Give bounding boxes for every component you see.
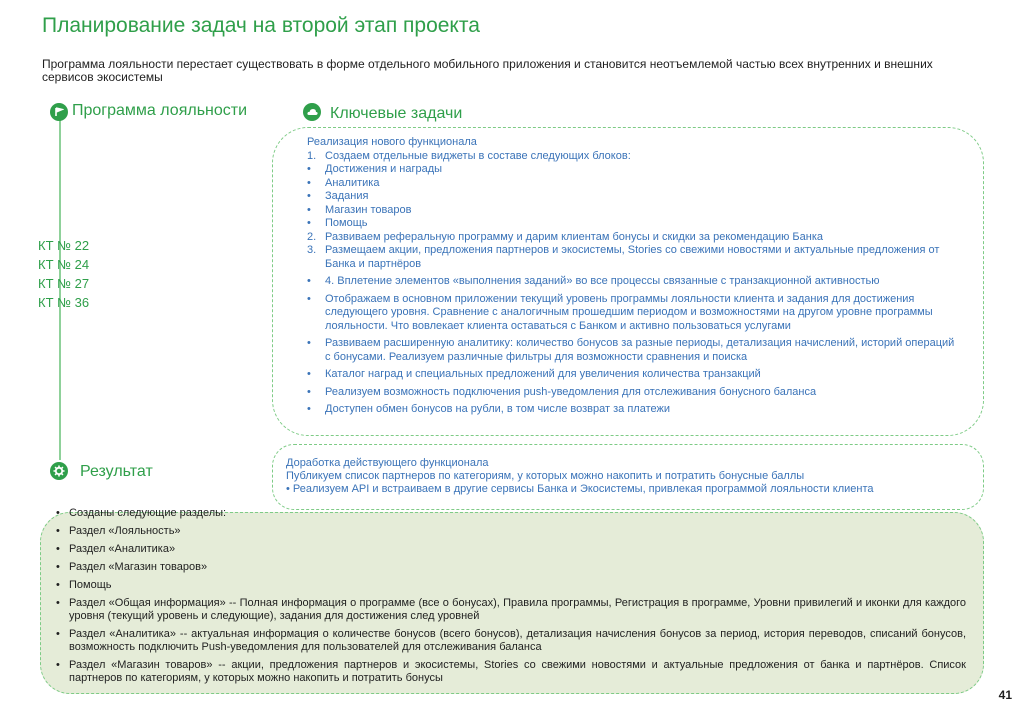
kt-list <box>38 236 89 312</box>
list-item: • Раздел «Аналитика» <box>56 543 176 555</box>
list-item: • Раздел «Лояльность» <box>56 525 181 537</box>
improvements-bullet: • Реализуем API и встраиваем в другие сервисы Банка и Экосистемы, привлекая программой лояльности клиента <box>286 483 874 495</box>
list-item: • Помощь <box>307 217 368 229</box>
tasks-heading: Реализация нового функционала <box>307 136 477 148</box>
list-item: • Доступен обмен бонусов на рубли, в том числе возврат за платежи <box>307 403 670 415</box>
section-tasks-label: Ключевые задачи <box>330 105 463 122</box>
list-item: • Задания <box>307 190 369 202</box>
list-item: • Каталог наград и специальных предложений для увеличения количества транзакций <box>307 368 761 380</box>
page-title: Планирование задач на второй этап проекта <box>42 14 480 37</box>
list-item: • Раздел «Магазин товаров» <box>56 561 208 573</box>
section-loyalty-label: Программа лояльности <box>72 102 248 119</box>
cloud-icon <box>303 103 321 121</box>
list-item: • Аналитика <box>307 176 380 189</box>
kt-item: КТ № 24 <box>38 257 90 272</box>
list-item: • 4. Вплетение элементов «выполнения заданий» во все процессы связанные с транзакционной активностью <box>307 275 880 287</box>
kt-item: КТ № 36 <box>38 295 90 310</box>
list-item: 3. Размещаем акции, предложения партнеров и экосистемы, Stories со свежими новостями и актуальные предложения от Банка и партнёров <box>307 244 940 270</box>
kt-item: КТ № 22 <box>38 238 90 253</box>
tasks-list <box>307 136 957 417</box>
list-item: • Помощь <box>56 579 112 591</box>
list-item: 2. Развиваем реферальную программу и дарим клиентам бонусы и скидки за рекомендацию Банка <box>307 230 823 243</box>
section-result-label: Результат <box>80 463 153 480</box>
kt-item: КТ № 27 <box>38 276 90 291</box>
list-item: • Раздел «Аналитика» -- актуальная информация о количестве бонусов (всего бонусов), детализация начисления бонусов за период, история переводов, списаний бонусов, возможность подключить Push-уведомления для пользователей для отслеживания баланса <box>56 628 966 653</box>
page-subtitle: Программа лояльности перестает существовать в форме отдельного мобильного приложения и становится неотъемлемой частью всех внутренних и внешних сервисов экосистемы <box>42 57 933 84</box>
list-item: • Реализуем возможность подключения push-уведомления для отслеживания бонусного баланса <box>307 385 817 398</box>
improvements-heading: Доработка действующего функционала <box>286 457 489 469</box>
list-item: • Отображаем в основном приложении текущий уровень программы лояльности клиента и задания для достижения следующего уровня. Сравнение с аналогичным прошедшим периодом и возможностями на другом уровне программы лояльности. Что вовлекает клиента оставаться с Банком и активно пользоваться услугами <box>307 292 933 332</box>
improvements-line: Публикуем список партнеров по категориям, у которых можно накопить и потратить бонусные баллы <box>286 470 805 482</box>
list-item: • Развиваем расширенную аналитику: количество бонусов за разные периоды, детализация начислений, историй операций с бонусами. Реализуем различные фильтры для возможности сравнения и поиска <box>307 337 955 363</box>
list-item: • Достижения и награды <box>307 163 443 175</box>
list-item: • Созданы следующие разделы: <box>56 507 227 519</box>
gear-icon <box>50 462 68 480</box>
flag-icon <box>50 103 68 121</box>
list-item: • Магазин товаров <box>307 203 412 216</box>
improvements-content <box>286 457 966 496</box>
list-item: • Раздел «Магазин товаров» -- акции, предложения партнеров и экосистемы, Stories со свежими новостями и актуальные предложения от банка и партнёров. Список партнеров по категориям, у которых можно накопить и потратить бонусы <box>56 659 966 684</box>
result-list <box>56 507 966 690</box>
page-number: 41 <box>998 688 1012 702</box>
list-item: • Раздел «Общая информация» -- Полная информация о программе (все о бонусах), Правила программы, Регистрация в программе, Уровни привилегий и иконки для каждого уровня (текущий уровень и следующие), задания для достижения след уровней <box>56 597 966 622</box>
list-item: 1. Создаем отдельные виджеты в составе следующих блоков: <box>307 149 631 162</box>
